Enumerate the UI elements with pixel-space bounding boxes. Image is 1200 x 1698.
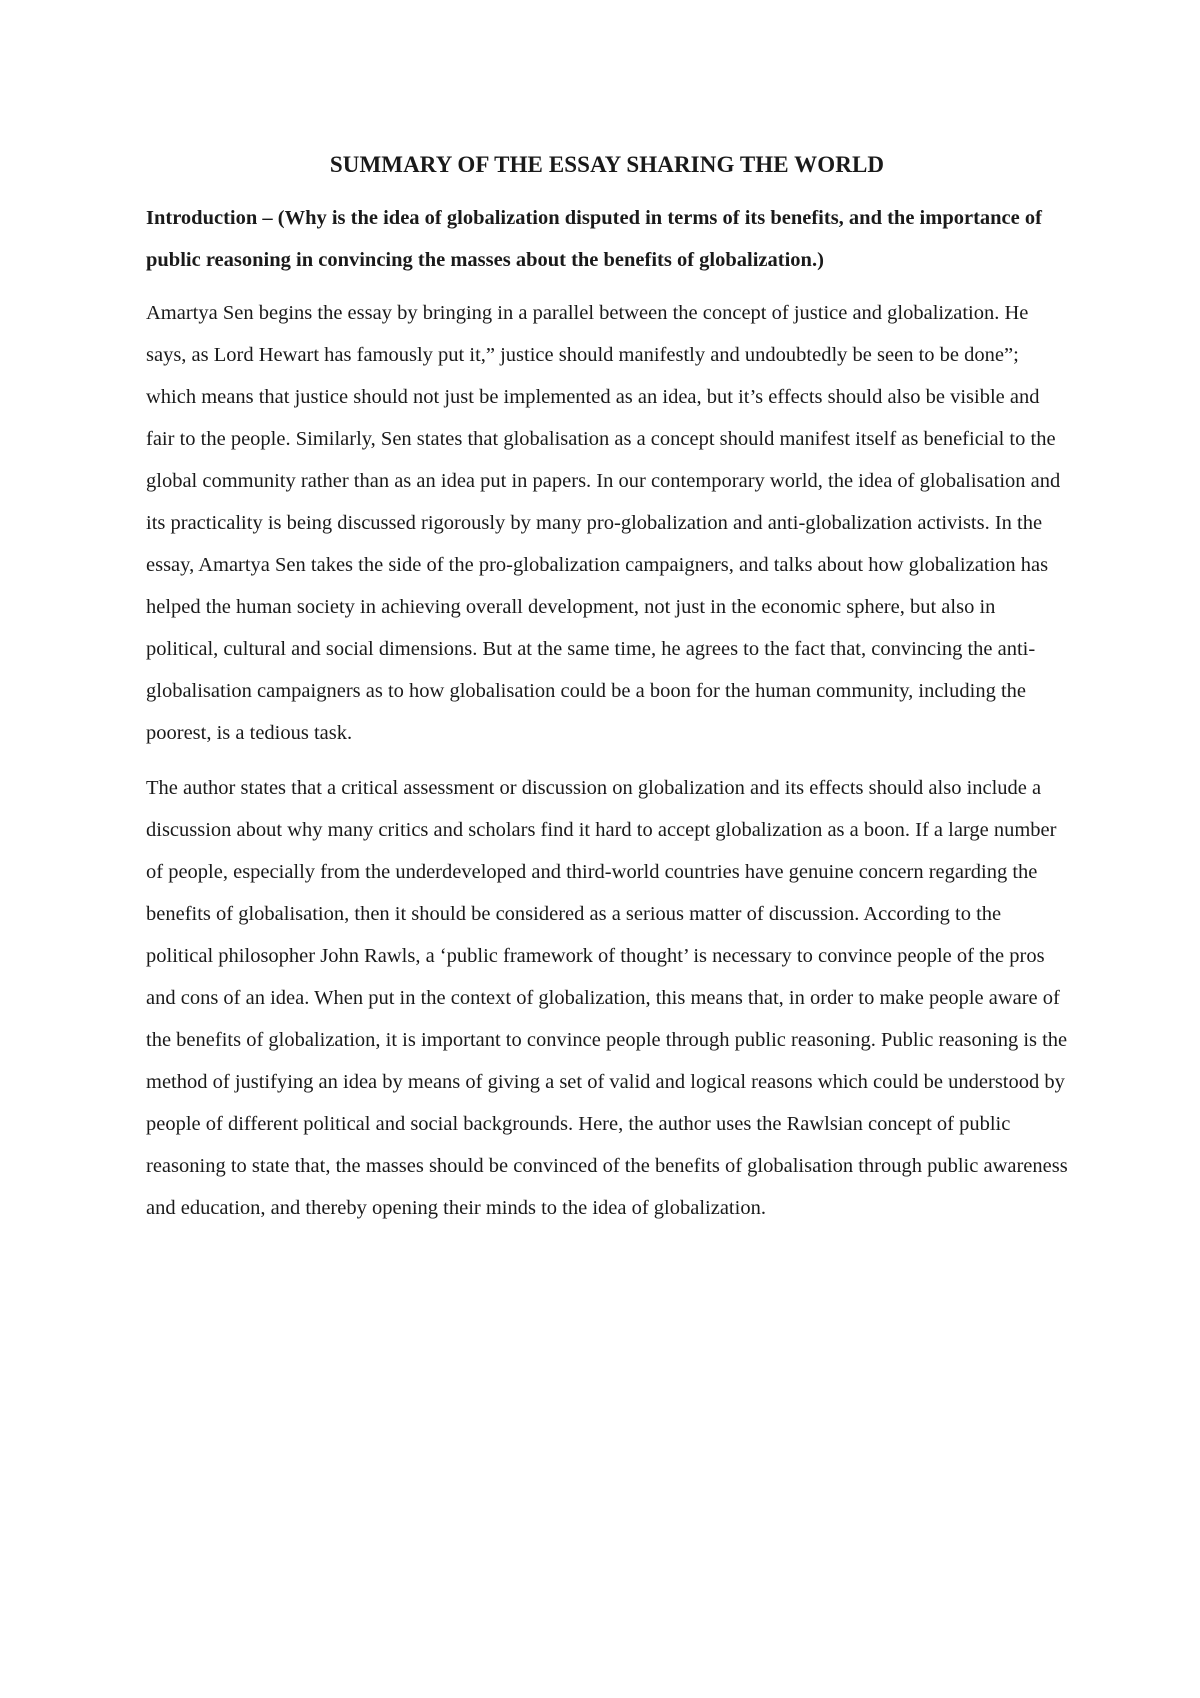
body-paragraph-1: Amartya Sen begins the essay by bringing in a parallel between the concept of justice and globalization. He says, as Lord Hewart has famously put it,” justice should manifestly and undoubtedly be seen to be done”; which means that justice should not just be implemented as an idea, but it’s effects should also be visible and fair to the people. Similarly, Sen states that globalisation as a concept should manifest itself as beneficial to the global community rather than as an idea put in papers. In our contemporary world, the idea of globalisation and its practicality is being discussed rigorously by many pro-globalization and anti-globalization activists. In the essay, Amartya Sen takes the side of the pro-globalization campaigners, and talks about how globalization has helped the human society in achieving overall development, not just in the economic sphere, but also in political, cultural and social dimensions. But at the same time, he agrees to the fact that, convincing the anti-globalisation campaigners as to how globalisation could be a boon for the human community, including the poorest, is a tedious task. bbox=[146, 302, 1061, 744]
intro-heading: Introduction – (Why is the idea of globalization disputed in terms of its benefits, and the importance of public reasoning in convincing the masses about the benefits of globalization.) bbox=[146, 207, 1042, 271]
document-body bbox=[146, 145, 1068, 1229]
body-paragraph-2: The author states that a critical assessment or discussion on globalization and its effects should also include a discussion about why many critics and scholars find it hard to accept globalization as a boon. If a large number of people, especially from the underdeveloped and third-world countries have genuine concern regarding the benefits of globalisation, then it should be considered as a serious matter of discussion. According to the political philosopher John Rawls, a ‘public framework of thought’ is necessary to convince people of the pros and cons of an idea. When put in the context of globalization, this means that, in order to make people aware of the benefits of globalization, it is important to convince people through public reasoning. Public reasoning is the method of justifying an idea by means of giving a set of valid and logical reasons which could be understood by people of different political and social backgrounds. Here, the author uses the Rawlsian concept of public reasoning to state that, the masses should be convinced of the benefits of globalisation through public awareness and education, and thereby opening their minds to the idea of globalization. bbox=[146, 777, 1068, 1219]
document-title: SUMMARY OF THE ESSAY SHARING THE WORLD bbox=[329, 152, 885, 177]
